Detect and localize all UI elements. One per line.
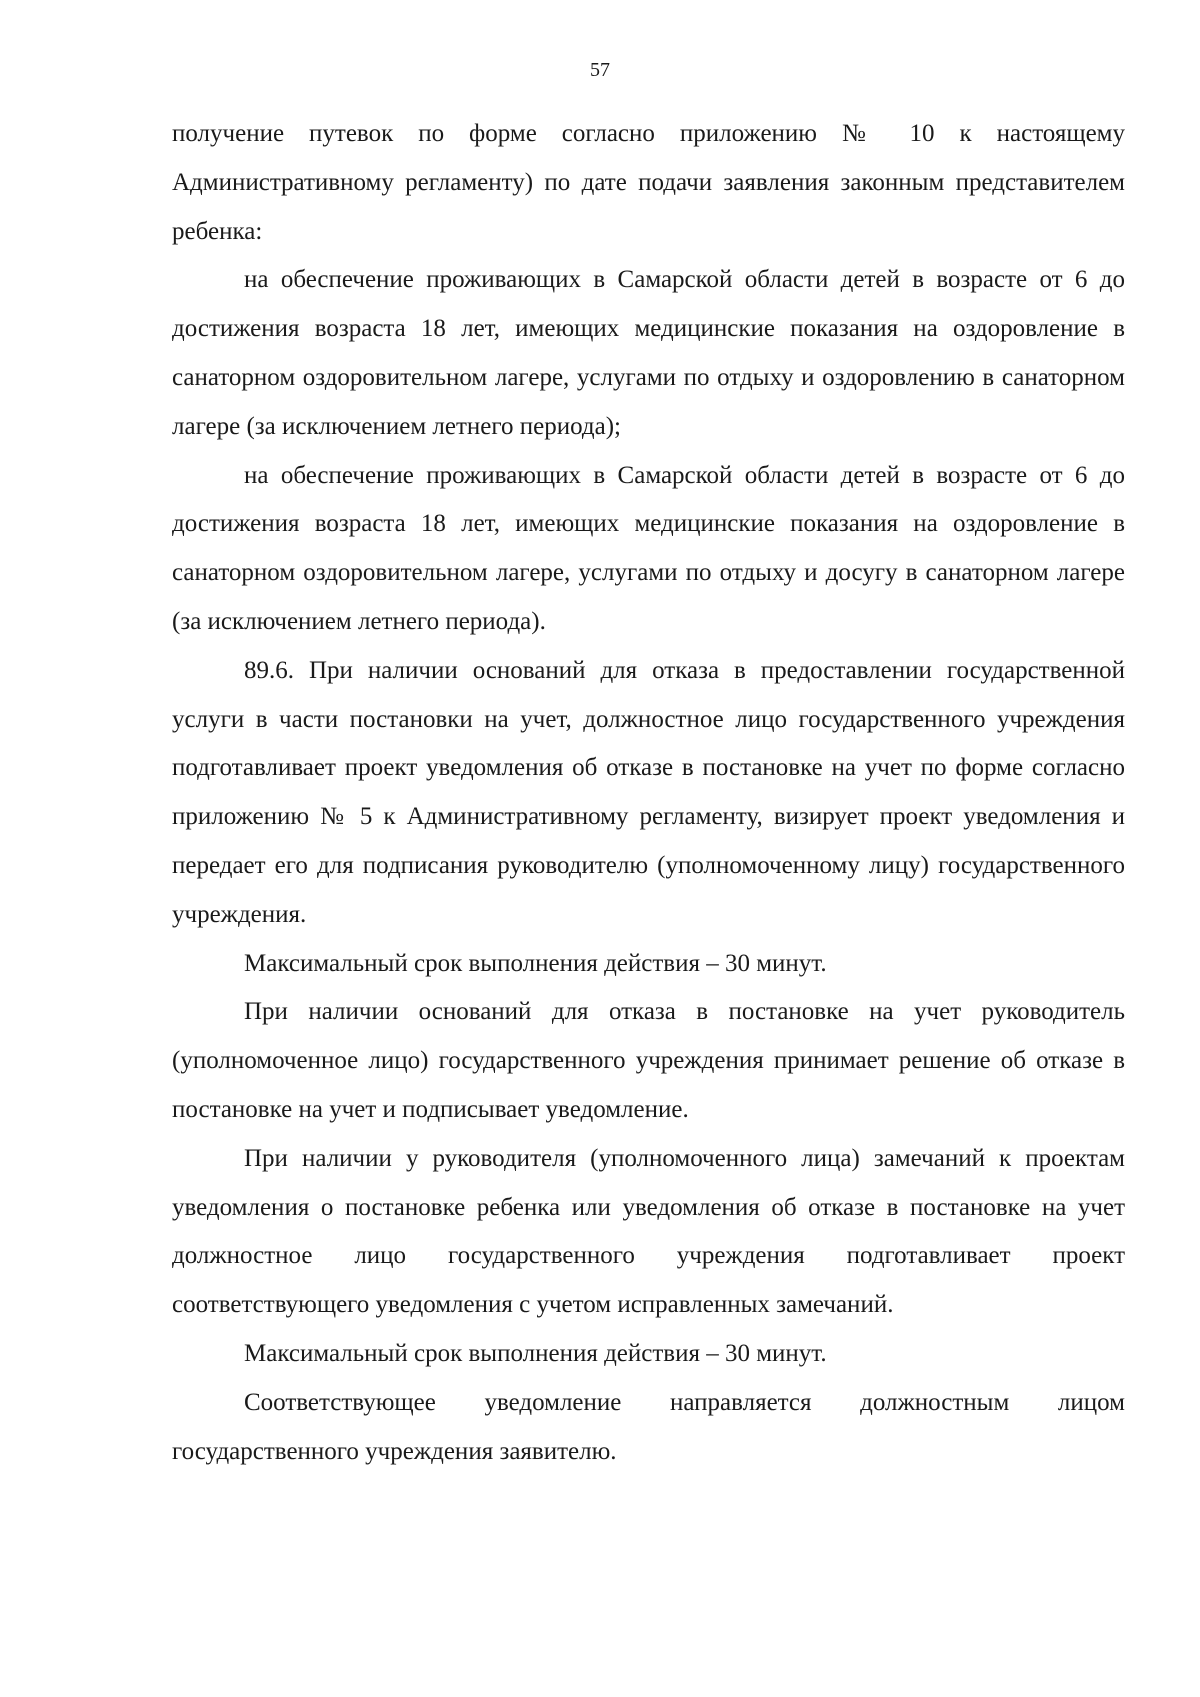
paragraph: Соответствующее уведомление направляется должностным лицом государственного учреждения заявителю. bbox=[172, 1388, 1125, 1465]
paragraph: Максимальный срок выполнения действия – 30 минут. bbox=[244, 949, 827, 977]
paragraph: 89.6. При наличии оснований для отказа в предоставлении государственной услуги в части постановки на учет, должностное лицо государственного учреждения подготавливает проект уведомления об отказе в постановке на учет по форме согласно приложению № 5 к Административному регламенту, визирует проект уведомления и передает его для подписания руководителю (уполномоченному лицу) государственного учреждения. bbox=[172, 656, 1125, 928]
paragraph: При наличии у руководителя (уполномоченного лица) замечаний к проектам уведомления о постановке ребенка или уведомления об отказе в постановке на учет должностное лицо государственного учреждения подготавливает проект соответствующего уведомления с учетом исправленных замечаний. bbox=[172, 1144, 1125, 1319]
paragraph: на обеспечение проживающих в Самарской области детей в возрасте от 6 до достижения возраста 18 лет, имеющих медицинские показания на оздоровление в санаторном оздоровительном лагере, услугами по отдыху и досугу в санаторном лагере (за исключением летнего периода). bbox=[172, 461, 1125, 635]
paragraph: Максимальный срок выполнения действия – 30 минут. bbox=[244, 1339, 827, 1367]
paragraph: получение путевок по форме согласно приложению № 10 к настоящему Административному регламенту) по дате подачи заявления законным представителем ребенка: bbox=[172, 120, 1125, 245]
paragraph: на обеспечение проживающих в Самарской области детей в возрасте от 6 до достижения возраста 18 лет, имеющих медицинские показания на оздоровление в санаторном оздоровительном лагере, услугами по отдыху и оздоровлению в санаторном лагере (за исключением летнего периода); bbox=[172, 266, 1125, 440]
document-body bbox=[172, 110, 1125, 1476]
paragraph: При наличии оснований для отказа в постановке на учет руководитель (уполномоченное лицо) государственного учреждения принимает решение об отказе в постановке на учет и подписывает уведомление. bbox=[172, 998, 1125, 1123]
page-number: 57 bbox=[590, 59, 610, 81]
